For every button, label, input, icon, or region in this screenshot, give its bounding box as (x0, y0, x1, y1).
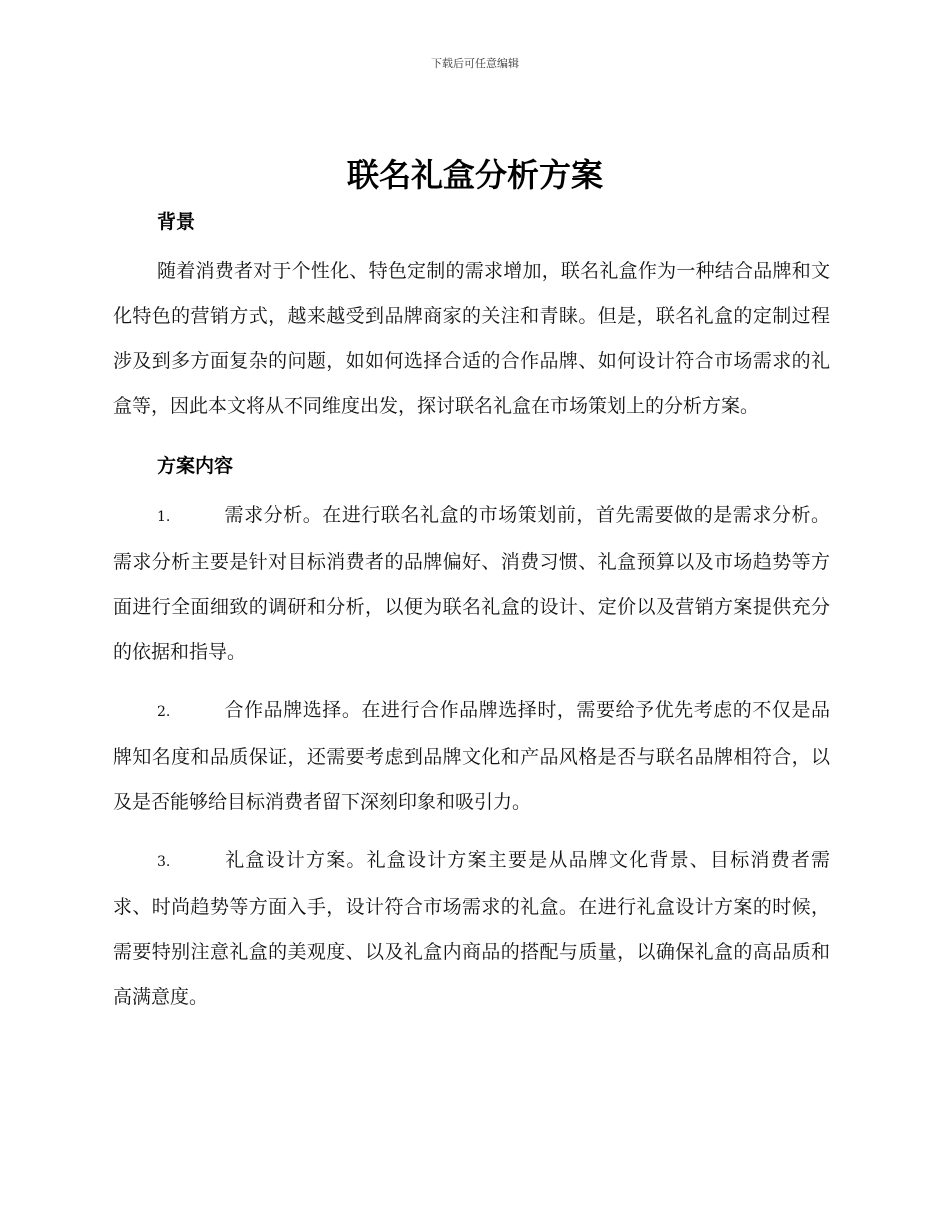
header-note: 下载后可任意编辑 (431, 57, 519, 70)
list-number: 1. (157, 509, 171, 525)
section-heading-background: 背景 (157, 211, 196, 233)
spacer (113, 241, 830, 249)
list-item-1 (113, 493, 830, 675)
document-body (113, 203, 830, 1020)
spacer (113, 429, 830, 447)
spacer (113, 675, 830, 688)
spacer (113, 485, 830, 493)
spacer (113, 825, 830, 838)
section-heading-plan: 方案内容 (157, 455, 234, 477)
list-item-2 (113, 688, 830, 825)
list-item-text: 礼盒设计方案。礼盒设计方案主要是从品牌文化背景、目标消费者需求、时尚趋势等方面入手，设计符合市场需求的礼盒。在进行礼盒设计方案的时候，需要特别注意礼盒的美观度、以及礼盒内商品的搭配与质量，以确保礼盒的高品质和高满意度。 (113, 849, 830, 1008)
document-title: 联名礼盒分析方案 (346, 156, 603, 194)
list-item-text: 需求分析。在进行联名礼盒的市场策划前，首先需要做的是需求分析。需求分析主要是针对目标消费者的品牌偏好、消费习惯、礼盒预算以及市场趋势等方面进行全面细致的调研和分析，以便为联名礼盒的设计、定价以及营销方案提供充分的依据和指导。 (113, 504, 830, 663)
background-paragraph: 随着消费者对于个性化、特色定制的需求增加，联名礼盒作为一种结合品牌和文化特色的营销方式，越来越受到品牌商家的关注和青睐。但是，联名礼盒的定制过程涉及到多方面复杂的问题，如如何选择合适的合作品牌、如何设计符合市场需求的礼盒等，因此本文将从不同维度出发，探讨联名礼盒在市场策划上的分析方案。 (113, 260, 830, 417)
list-item-text: 合作品牌选择。在进行合作品牌选择时，需要给予优先考虑的不仅是品牌知名度和品质保证，还需要考虑到品牌文化和产品风格是否与联名品牌相符合，以及是否能够给目标消费者留下深刻印象和吸引力。 (113, 699, 830, 813)
list-number: 2. (157, 704, 171, 720)
list-number: 3. (157, 854, 171, 870)
list-item-3 (113, 838, 830, 1020)
